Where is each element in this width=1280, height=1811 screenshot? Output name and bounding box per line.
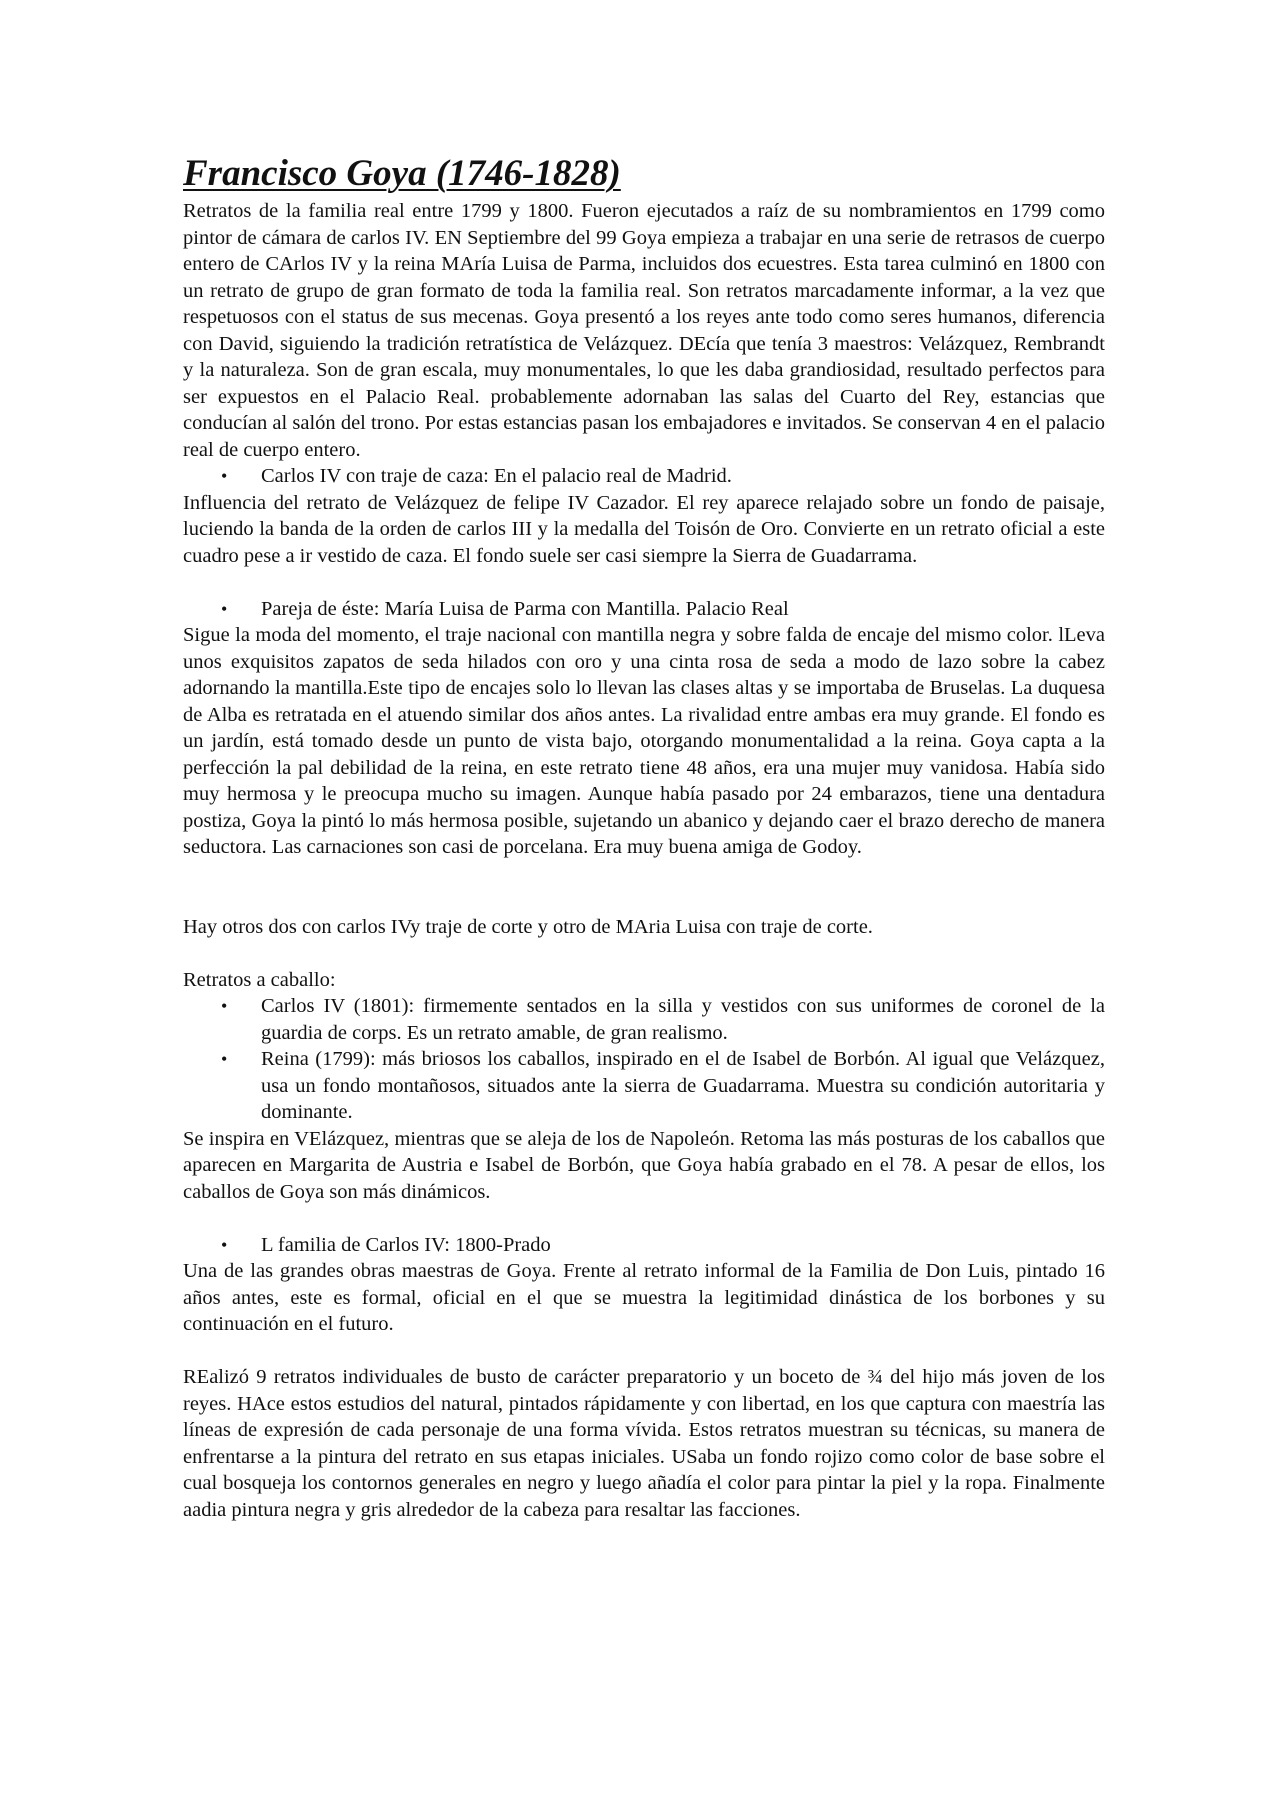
bullet-list-caballo	[183, 993, 1105, 1126]
bullet-carlos-caza: • Carlos IV con traje de caza: En el palacio real de Madrid.	[261, 463, 1105, 490]
paragraph-familia: Una de las grandes obras maestras de Goya. Frente al retrato informal de la Familia de Don Luis, pintado 16 años antes, este es formal, oficial en el que se muestra la legitimidad dinástica de los borbones y su continuación en el futuro.	[183, 1260, 1105, 1335]
bullet-reina-caballo: • Reina (1799): más briosos los caballos, inspirado en el de Isabel de Borbón. Al igual que Velázquez, usa un fondo montañosos, situados ante la sierra de Guadarrama. Muestra su condición autoritaria y dominante.	[261, 1046, 1105, 1126]
paragraph-traje-corte: Hay otros dos con carlos IVy traje de corte y otro de MAria Luisa con traje de corte.	[183, 915, 873, 938]
bullet-maria-luisa: • Pareja de éste: María Luisa de Parma con Mantilla. Palacio Real	[261, 596, 1105, 623]
bullet-list-carlos-caza	[183, 463, 1105, 490]
paragraph-intro: Retratos de la familia real entre 1799 y 1800. Fueron ejecutados a raíz de su nombramientos en 1799 como pintor de cámara de carlos IV. EN Septiembre del 99 Goya empieza a trabajar en una serie de retrasos de cuerpo entero de CArlos IV y la reina MAría Luisa de Parma, incluidos dos ecuestres. Esta tarea culminó en 1800 con un retrato de grupo de gran formato de toda la familia real. Son retratos marcadamente informar, a la vez que respetuosos con el status de sus mecenas. Goya presentó a los reyes ante todo como seres humanos, diferencia con David, siguiendo la tradición retratística de Velázquez. DEcía que tenía 3 maestros: Velázquez, Rembrandt y la naturaleza. Son de gran escala, muy monumentales, lo que les daba grandiosidad, resultado perfectos para ser expuestos en el Palacio Real. probablemente adornaban las salas del Cuarto del Rey, estancias que conducían al salón del trono. Por estas estancias pasan los embajadores e invitados. Se conservan 4 en el palacio real de cuerpo entero.	[183, 200, 1105, 461]
bullet-familia-carlos: • L familia de Carlos IV: 1800-Prado	[261, 1232, 1105, 1259]
paragraph-maria-luisa: Sigue la moda del momento, el traje nacional con mantilla negra y sobre falda de encaje del mismo color. lLeva unos exquisitos zapatos de seda hilados con oro y una cinta rosa de seda a modo de lazo sobre la cabez adornando la mantilla.Este tipo de encajes solo lo llevan las clases altas y se importaba de Bruselas. La duquesa de Alba es retratada en el atuendo similar dos años antes. La rivalidad entre ambas era muy grande. El fondo es un jardín, está tomado desde un punto de vista bajo, otorgando monumentalidad a la reina. Goya capta a la perfección la pal debilidad de la reina, en este retrato tiene 48 años, era una mujer muy vanidosa. Había sido muy hermosa y le preocupa mucho su imagen. Aunque había pasado por 24 embarazos, tiene una dentadura postiza, Goya la pintó lo más hermosa posible, sujetando un abanico y dejando caer el brazo derecho de manera seductora. Las carnaciones son casi de porcelana. Era muy buena amiga de Godoy.	[183, 624, 1105, 858]
heading-retratos-caballo: Retratos a caballo:	[183, 968, 336, 991]
bullet-list-maria-luisa	[183, 596, 1105, 623]
blank-line	[183, 1205, 1105, 1232]
document-title: Francisco Goya (1746-1828)	[183, 153, 621, 194]
bullet-carlos-caballo: • Carlos IV (1801): firmemente sentados en la silla y vestidos con sus uniformes de coronel de la guardia de corps. Es un retrato amable, de gran realismo.	[261, 993, 1105, 1046]
paragraph-carlos-caza: Influencia del retrato de Velázquez de felipe IV Cazador. El rey aparece relajado sobre un fondo de paisaje, luciendo la banda de la orden de carlos III y la medalla del Toisón de Oro. Convierte en un retrato oficial a este cuadro pese a ir vestido de caza. El fondo suele ser casi siempre la Sierra de Guadarrama.	[183, 491, 1105, 567]
document-body	[183, 152, 1105, 1523]
blank-lines	[183, 861, 1105, 914]
blank-line	[183, 1338, 1105, 1365]
bullet-list-familia	[183, 1232, 1105, 1259]
paragraph-retratos-individuales: REalizó 9 retratos individuales de busto de carácter preparatorio y un boceto de ¾ del hijo más joven de los reyes. HAce estos estudios del natural, pintados rápidamente y con libertad, en los que captura con maestría las líneas de expresión de cada personaje de una forma vívida. Estos retratos muestran su técnicas, su manera de enfrentarse a la pintura del retrato en sus etapas iniciales. USaba un fondo rojizo como color de base sobre el cual bosqueja los contornos generales en negro y luego añadía el color para pintar la piel y la ropa. Finalmente aadia pintura negra y gris alrededor de la cabeza para resaltar las facciones.	[183, 1366, 1105, 1521]
blank-line	[183, 569, 1105, 596]
blank-line	[183, 940, 1105, 967]
paragraph-velazquez-inspiracion: Se inspira en VElázquez, mientras que se aleja de los de Napoleón. Retoma las más posturas de los caballos que aparecen en Margarita de Austria e Isabel de Borbón, que Goya había grabado en el 78. A pesar de ellos, los caballos de Goya son más dinámicos.	[183, 1127, 1105, 1203]
